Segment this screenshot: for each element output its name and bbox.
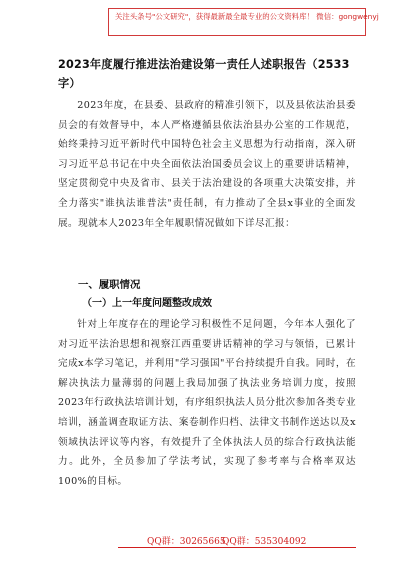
rectification-paragraph: 针对上年度存在的理论学习积极性不足问题，今年本人强化了对习近平法治思想和视察江西重要讲话精神的学习与领悟，已累计完成x本学习笔记，并利用"学习强国"平台持续提升自我。同时，在解决执法力量薄弱的问题上我局加强了执法业务培训力度，按照2023年行政执法培训计划，有序组织执法人员分批次参加各类专业培训，涵盖调查取证方法、案卷制作归档、法律文书制作送达以及x领域执法评议等内容，有效提升了全体执法人员的综合行政执法能力。此外，全员参加了学法考试，实现了参考率与合格率双达100%的目标。 <box>58 319 356 487</box>
promo-banner-text: 关注头条号"公文研究"，获得最新最全最专业的公文资料库！ 微信：gongwenyj <box>115 12 379 21</box>
qq-group-1: QQ群：30265665 <box>147 537 226 547</box>
section-heading: 一、履职情况 <box>78 279 141 291</box>
promo-banner <box>108 8 379 36</box>
intro-paragraph: 2023年度，在县委、县政府的精准引领下，以及县依法治县委员会的有效督导中，本人严格遵循县依法治县办公室的工作规范，始终秉持习近平新时代中国特色社会主义思想为行动指南，深入研习习近平总书记在中央全面依法治国委员会议上的重要讲话精神，坚定贯彻党中央及省市、县关于法治建设的各项重大决策安排，并全力落实"谁执法谁普法"责任制，有力推动了全县x事业的全面发展。现就本人2023年全年履职情况做如下详尽汇报： <box>58 100 356 229</box>
subsection-heading: （一）上一年度问题整改成效 <box>82 298 212 309</box>
qq-group-2: QQ群：535304092 <box>222 537 307 547</box>
footer-underline <box>118 547 356 548</box>
footer-contacts <box>0 533 408 549</box>
document-title: 2023年度履行推进法治建设第一责任人述职报告（2533字） <box>58 58 350 90</box>
